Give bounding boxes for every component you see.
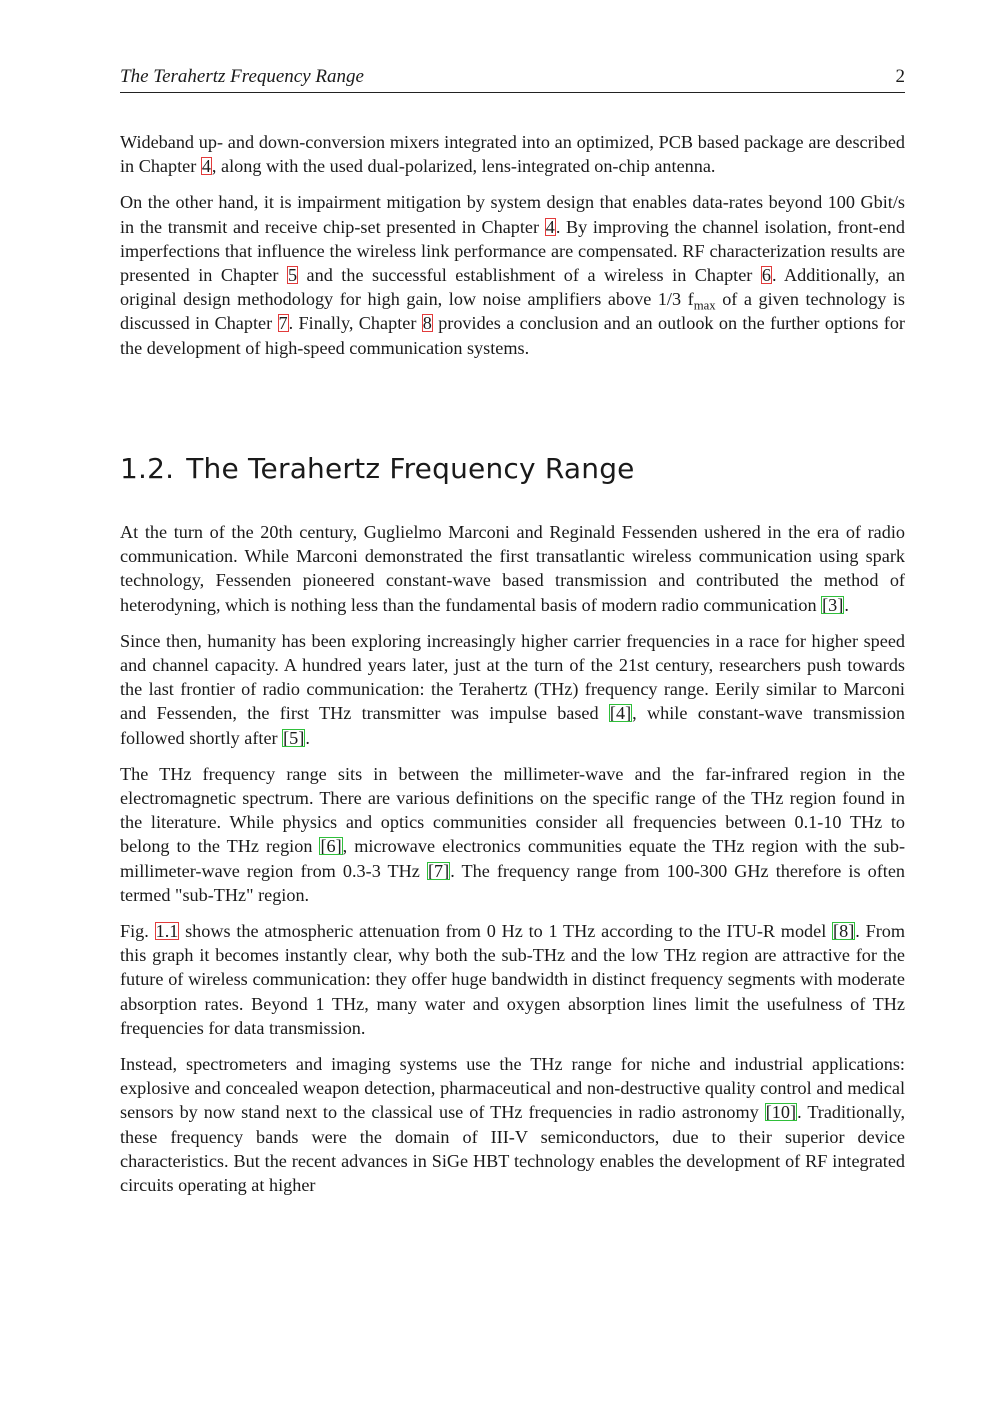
text-run: , while constant-wave transmission followed shortly after [120, 703, 906, 748]
running-title: The Terahertz Frequency Range [120, 66, 364, 87]
text-run: shows the atmospheric attenuation from 0 Hz to 1 THz according to the ITU-R model [179, 921, 833, 942]
text-run: of a given technology is discussed in Chapter [120, 289, 905, 334]
text-run: On the other hand, it is impairment mitigation by system design that enables data-rates beyond 100 Gbit/s in the transmit and receive chip-set presented in Chapter [120, 192, 905, 237]
text-run: , microwave electronics communities equate the THz region with the sub-millimeter-wave region from 0.3-3 THz [120, 836, 905, 881]
paragraph [120, 629, 905, 750]
text-run: , along with the used dual-polarized, lens-integrated on-chip antenna. [211, 156, 716, 177]
section-heading [120, 452, 635, 485]
text-run: . The frequency range from 100-300 GHz therefore is often termed "sub-THz" region. [120, 860, 906, 905]
text-run: . [844, 594, 849, 615]
page-number: 2 [895, 66, 905, 87]
chapter-ref-link[interactable]: 8 [422, 313, 432, 334]
chapter-ref-link[interactable]: 4 [545, 216, 555, 237]
text-run: . Traditionally, these frequency bands were the domain of III-V semiconductors, due to their superior device characteristics. But the recent advances in SiGe HBT technology enables the development of RF integrated circuits operating at higher [120, 1102, 905, 1196]
citation-link[interactable]: [10] [765, 1102, 797, 1123]
section-number: 1.2. [120, 452, 175, 485]
paragraph [120, 190, 905, 359]
subscript: max [693, 298, 716, 313]
text-run: . Finally, Chapter [288, 313, 422, 334]
text-run: At the turn of the 20th century, Guglielmo Marconi and Reginald Fessenden ushered in the era of radio communication. While Marconi demonstrated the first transatlantic wireless communication using spark technology, Fessenden pioneered constant-wave based transmission and contributed the method of heterodyning, which is nothing less than the fundamental basis of modern radio communication [120, 522, 905, 615]
chapter-ref-link[interactable]: 5 [287, 265, 298, 286]
citation-link[interactable]: [3] [822, 594, 844, 615]
section-title: The Terahertz Frequency Range [186, 452, 635, 485]
chapter-ref-link[interactable]: 7 [278, 313, 288, 334]
text-run: . [305, 727, 310, 748]
paragraph [120, 762, 905, 907]
text-run: . From this graph it becomes instantly clear, why both the sub-THz and the low THz region are attractive for the future of wireless communication: they offer huge bandwidth in distinct frequency segments with moderate absorption rates. Beyond 1 THz, many water and oxygen absorption lines limit the usefulness of THz frequencies for data transmission. [120, 921, 906, 1038]
citation-link[interactable]: [4] [609, 703, 632, 724]
text-run: . By improving the channel isolation, front-end imperfections that influence the wireless link performance are compensated. RF characterization results are presented in Chapter [120, 216, 905, 286]
citation-link[interactable]: [7] [427, 860, 450, 881]
text-run: Since then, humanity has been exploring increasingly higher carrier frequencies in a race for higher speed and channel capacity. A hundred years later, just at the turn of the 21st century, researchers push towards the last frontier of radio communication: the Terahertz (THz) frequency range. Eerily similar to Marconi and Fessenden, the first THz transmitter was impulse based [120, 630, 905, 724]
citation-link[interactable]: [8] [833, 921, 855, 942]
text-run: provides a conclusion and an outlook on the further options for the development of high-speed communication systems. [120, 313, 905, 358]
citation-link[interactable]: [5] [283, 727, 305, 748]
text-run: Fig. [120, 921, 155, 942]
paragraph [120, 919, 905, 1040]
paragraph [120, 1052, 905, 1197]
text-run: . Additionally, an original design methodology for high gain, low noise amplifiers above 1/3 f [120, 265, 906, 310]
figure-ref-link[interactable]: 1.1 [155, 921, 179, 942]
text-run: Instead, spectrometers and imaging systems use the THz range for niche and industrial applications: explosive and concealed weapon detection, pharmaceutical and non-destructive quality control and medical sensors by now stand next to the classical use of THz frequencies in radio astronomy [120, 1054, 905, 1123]
page-header [120, 64, 905, 93]
text-run: Wideband up- and down-conversion mixers integrated into an optimized, PCB based package are described in Chapter [120, 132, 905, 177]
paragraph [120, 130, 905, 178]
text-run: The THz frequency range sits in between the millimeter-wave and the far-infrared region in the electromagnetic spectrum. There are various definitions on the specific range of the THz region found in the literature. While physics and optics communities consider all frequencies between 0.1-10 THz to belong to the THz region [120, 763, 905, 857]
text-run: and the successful establishment of a wireless in Chapter [298, 265, 761, 286]
section-body [120, 520, 905, 1209]
chapter-ref-link[interactable]: 6 [761, 265, 771, 286]
chapter-ref-link[interactable]: 4 [201, 156, 211, 177]
intro-text [120, 130, 905, 372]
citation-link[interactable]: [6] [320, 836, 342, 857]
paragraph [120, 520, 905, 617]
